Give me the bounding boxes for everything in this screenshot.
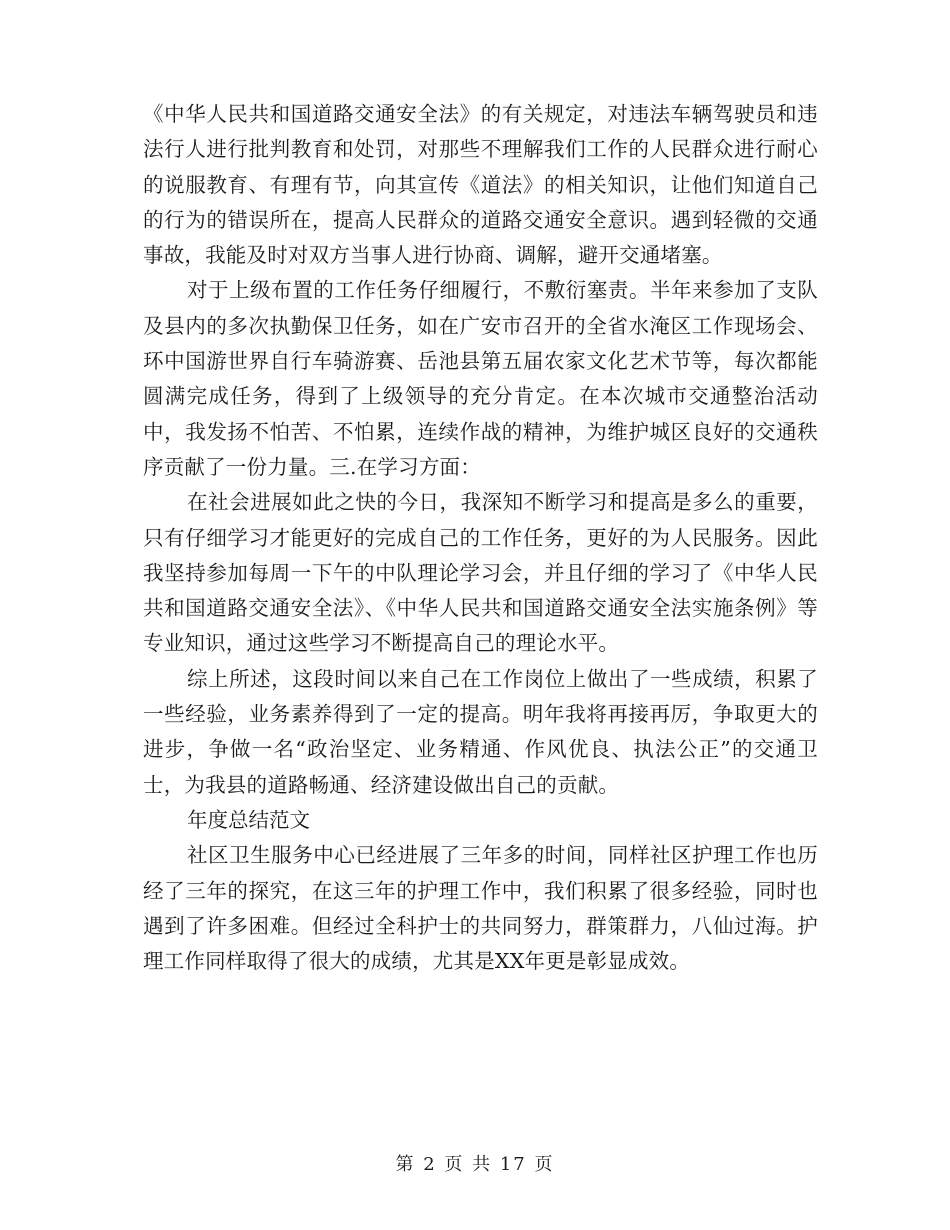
paragraph-3: 在社会进展如此之快的今日，我深知不断学习和提高是多么的重要，只有仔细学习才能更好的完成自己的工作任务，更好的为人民服务。因此我坚持参加每周一下午的中队理论学习会，并且仔细的学习了《中华人民共和国道路交通安全法》、《中华人民共和国道路交通安全法实施条例》等专业知识，通过这些学习不断提高自己的理论水平。 [143,490,818,656]
paragraph-2: 对于上级布置的工作任务仔细履行，不敷衍塞责。半年来参加了支队及县内的多次执勤保卫任务，如在广安市召开的全省水淹区工作现场会、环中国游世界自行车骑游赛、岳池县第五届农家文化艺术节等，每次都能圆满完成任务，得到了上级领导的充分肯定。在本次城市交通整治活动中，我发扬不怕苦、不怕累，连续作战的精神，为维护城区良好的交通秩序贡献了一份力量。三.在学习方面： [143,278,818,479]
document-body [143,97,818,979]
paragraph-4: 综上所述，这段时间以来自己在工作岗位上做出了一些成绩，积累了一些经验，业务素养得到了一定的提高。明年我将再接再厉，争取更大的进步，争做一名“政治坚定、业务精通、作风优良、执法公正”的交通卫士，为我县的道路畅通、经济建设做出自己的贡献。 [143,666,818,797]
page-footer: 第 2 页 共 17 页 [395,1154,555,1175]
paragraph-1: 《中华人民共和国道路交通安全法》的有关规定，对违法车辆驾驶员和违法行人进行批判教育和处罚，对那些不理解我们工作的人民群众进行耐心的说服教育、有理有节，向其宣传《道法》的相关知识，让他们知道自己的行为的错误所在，提高人民群众的道路交通安全意识。遇到轻微的交通事故，我能及时对双方当事人进行协商、调解，避开交通堵塞。 [143,102,818,268]
paragraph-5: 社区卫生服务中心已经进展了三年多的时间，同样社区护理工作也历经了三年的探究，在这三年的护理工作中，我们积累了很多经验，同时也遇到了许多困难。但经过全科护士的共同努力，群策群力，八仙过海。护理工作同样取得了很大的成绩，尤其是XX年更是彰显成效。 [143,843,818,974]
section-heading: 年度总结范文 [187,807,310,832]
